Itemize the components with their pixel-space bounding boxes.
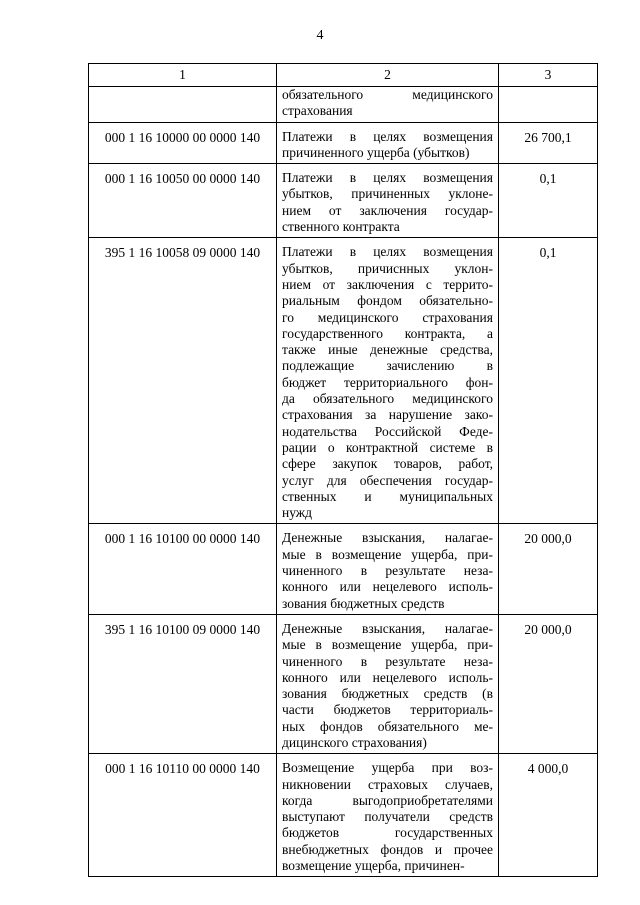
description-line: конного или нецелевого исполь- [282,669,493,685]
table-row [89,754,598,877]
description-line: внебюджетных фондов и прочее [282,841,493,857]
budget-code-cell: 000 1 16 10050 00 0000 140 [89,164,277,238]
description-cell [277,87,499,123]
description-line: причиненного ущерба (убытков) [282,144,470,160]
description-line: мые в возмещение ущерба, при- [282,637,493,653]
amount-cell [499,87,598,123]
description-line: зования бюджетных средств (в [282,686,493,702]
budget-code-cell: 000 1 16 10110 00 0000 140 [89,754,277,877]
budget-code-cell: 000 1 16 10000 00 0000 140 [89,122,277,164]
description-line: нужд [282,505,312,521]
description-cell [277,754,499,877]
budget-code-cell: 395 1 16 10100 09 0000 140 [89,614,277,753]
column-header-amount: 3 [499,64,598,87]
amount-cell: 20 000,0 [499,524,598,614]
description-line: риальным фондом обязательно- [282,293,493,309]
description-line: ных фондов обязательного ме- [282,718,493,734]
revenue-table [88,63,598,877]
description-line: да обязательного медицинского [282,391,493,407]
description-line: части бюджетов территориаль- [282,702,493,718]
description-line: ственных и муниципальных [282,488,493,504]
description-line: когда выгодоприобретателями [282,792,493,808]
description-line: услуг для обеспечения государ- [282,472,493,488]
description-line: нодательства Российской Феде- [282,423,493,439]
amount-cell: 26 700,1 [499,122,598,164]
description-line: возмещение ущерба, причинен- [282,858,465,874]
budget-code-cell: 000 1 16 10100 00 0000 140 [89,524,277,614]
description-line: чиненного в результате неза- [282,563,493,579]
description-line: ственного контракта [282,219,400,235]
column-header-code: 1 [89,64,277,87]
amount-cell: 4 000,0 [499,754,598,877]
table-row [89,122,598,164]
description-line: конного или нецелевого исполь- [282,579,493,595]
description-line: сфере закупок товаров, работ, [282,456,493,472]
table-row [89,524,598,614]
description-line: бюджет территориального фон- [282,374,493,390]
description-line: Платежи в целях возмещения [282,244,493,260]
description-line: бюджетов государственных [282,825,493,841]
description-line: страхования за нарушение зако- [282,407,493,423]
description-line: страхования [282,103,353,119]
description-line: подлежащие зачислению в [282,358,493,374]
description-line: Платежи в целях возмещения [282,128,493,144]
description-line: дицинского страхования) [282,734,427,750]
table-row [89,238,598,524]
description-line: рации о контрактной системе в [282,439,493,455]
table-header-row [89,64,598,87]
page-number: 4 [316,28,324,43]
amount-cell: 20 000,0 [499,614,598,753]
description-line: Денежные взыскания, налагае- [282,530,493,546]
description-cell [277,164,499,238]
table-row [89,87,598,123]
table-row [89,164,598,238]
description-line: убытков, причиснных уклон- [282,260,493,276]
description-line: Возмещение ущерба при воз- [282,760,493,776]
description-line: обязательного медицинского [282,87,493,102]
description-line: мые в возмещение ущерба, при- [282,546,493,562]
description-line: государственного контракта, а [282,325,493,341]
description-line: выступают получатели средств [282,809,493,825]
description-line: чиненного в результате неза- [282,653,493,669]
column-header-description: 2 [277,64,499,87]
description-line: также иные денежные средства, [282,342,493,358]
description-line: Платежи в целях возмещения [282,170,493,186]
table-row [89,614,598,753]
description-line: го медицинского страхования [282,309,493,325]
budget-code-cell [89,87,277,123]
table-body [89,64,598,877]
description-cell [277,122,499,164]
description-line: убытков, причиненных уклоне- [282,186,493,202]
description-line: никновении страховых случаев, [282,776,493,792]
description-cell [277,238,499,524]
description-line: зования бюджетных средств [282,595,445,611]
description-line: Денежные взыскания, налагае- [282,620,493,636]
description-cell [277,614,499,753]
amount-cell: 0,1 [499,238,598,524]
description-line: нием от заключения государ- [282,202,493,218]
description-line: нием от заключения с террито- [282,276,493,292]
amount-cell: 0,1 [499,164,598,238]
budget-code-cell: 395 1 16 10058 09 0000 140 [89,238,277,524]
description-cell [277,524,499,614]
